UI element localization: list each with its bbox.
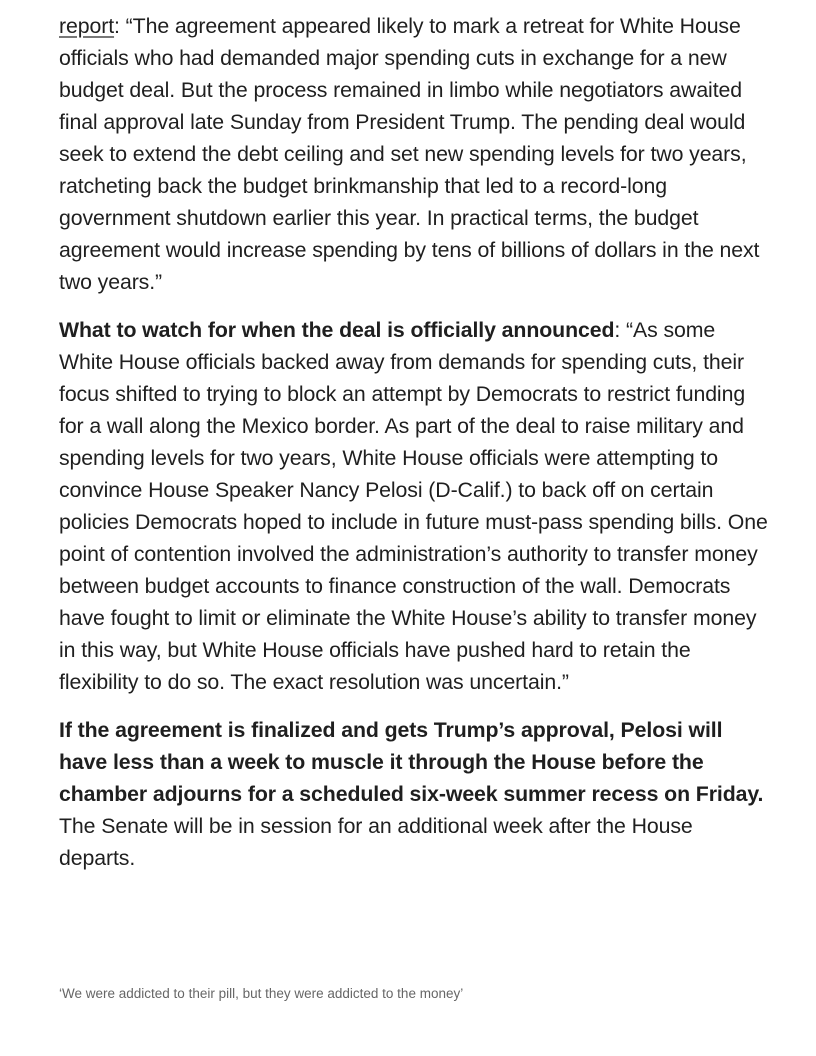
- paragraph-what-to-watch: [59, 314, 769, 698]
- paragraph-pelosi-timeline: [59, 714, 769, 874]
- paragraph-bold-lead: If the agreement is finalized and gets Trump’s approval, Pelosi will have less than a week to muscle it through the House before the chamber adjourns for a scheduled six-week summer recess on Friday.: [59, 718, 764, 806]
- report-link[interactable]: report: [59, 14, 115, 38]
- paragraph-text: : “The agreement appeared likely to mark a retreat for White House officials who had demanded major spending cuts in exchange for a new budget deal. But the process remained in limbo while negotiators awaited final approval late Sunday from President Trump. The pending deal would seek to extend the debt ceiling and set new spending levels for two years, ratcheting back the budget brinkmanship that led to a record-long government shutdown earlier this year. In practical terms, the budget agreement would increase spending by tens of billions of dollars in the next two years.”: [59, 14, 760, 294]
- paragraph-lead-heading: What to watch for when the deal is officially announced: [59, 318, 615, 342]
- paragraph-text: : “As some White House officials backed away from demands for spending cuts, their focus shifted to trying to block an attempt by Democrats to restrict funding for a wall along the Mexico border. As part of the deal to raise military and spending levels for two years, White House officials were attempting to convince House Speaker Nancy Pelosi (D-Calif.) to back off on certain policies Democrats hoped to include in future must-pass spending bills. One point of contention involved the administration’s authority to transfer money between budget accounts to finance construction of the wall. Democrats have fought to limit or eliminate the White House’s ability to transfer money in this way, but White House officials have pushed hard to retain the flexibility to do so. The exact resolution was uncertain.”: [59, 318, 768, 694]
- article-body: [59, 10, 769, 890]
- paragraph-text: The Senate will be in session for an additional week after the House departs.: [59, 814, 693, 870]
- paragraph-budget-report: [59, 10, 769, 298]
- related-article-link[interactable]: ‘We were addicted to their pill, but they were addicted to the money’: [59, 986, 464, 1001]
